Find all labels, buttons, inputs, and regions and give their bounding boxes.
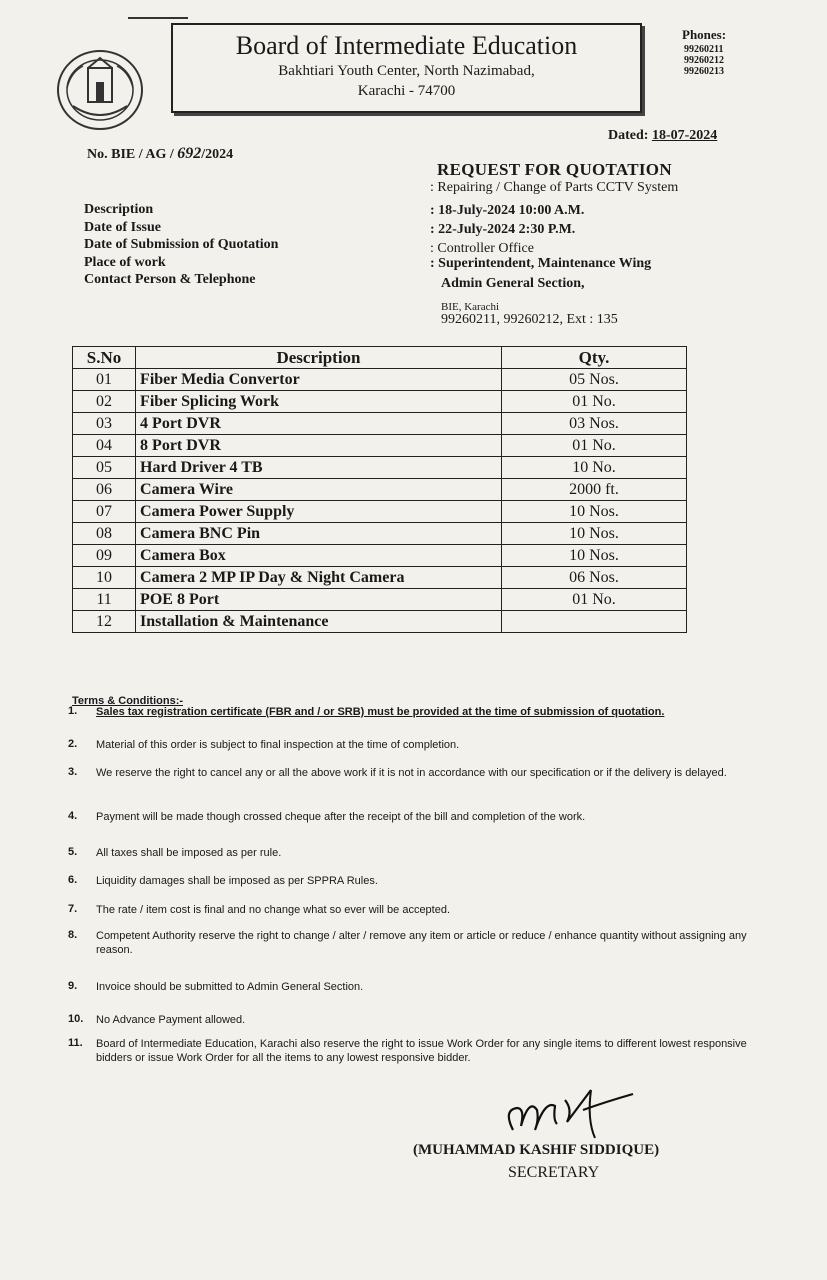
signatory-title: SECRETARY	[508, 1164, 600, 1181]
term-text: The rate / item cost is final and no change what so ever will be accepted.	[96, 904, 451, 916]
table-row	[73, 391, 687, 413]
cell-sno: 05	[73, 457, 136, 479]
table-row	[73, 567, 687, 589]
rfq-title: REQUEST FOR QUOTATION	[437, 160, 672, 179]
label-date-of-issue: Date of Issue	[84, 219, 161, 235]
letterhead-address-line2: Karachi - 74700	[357, 83, 456, 99]
cell-sno: 07	[73, 501, 136, 523]
term-number: 6.	[68, 874, 78, 886]
table-row	[73, 589, 687, 611]
dated-value: 18-07-2024	[651, 128, 718, 143]
header-sno: S.No	[73, 347, 136, 369]
term-number: 5.	[68, 846, 78, 858]
term-text: Competent Authority reserve the right to change / alter / remove any item or article or reduce / enhance quantity without assigning any reason.	[96, 930, 747, 956]
cell-qty: 03 Nos.	[501, 413, 686, 435]
phones-list	[684, 44, 724, 77]
cell-sno: 11	[73, 589, 136, 611]
term-text: Liquidity damages shall be imposed as per SPPRA Rules.	[96, 875, 378, 887]
reference-year: /2024	[201, 147, 234, 162]
cell-qty: 10 Nos.	[501, 545, 686, 567]
cell-description: Camera 2 MP IP Day & Night Camera	[136, 567, 502, 589]
cell-qty: 10 Nos.	[501, 523, 686, 545]
term-item	[68, 705, 758, 719]
table-row	[73, 611, 687, 633]
label-place-of-work: Place of work	[84, 254, 166, 270]
term-item	[68, 738, 758, 752]
cell-sno: 04	[73, 435, 136, 457]
cell-description: Camera Box	[136, 545, 502, 567]
term-number: 3.	[68, 766, 78, 778]
label-contact-person: Contact Person & Telephone	[84, 272, 256, 287]
cell-sno: 03	[73, 413, 136, 435]
rfq-labels	[84, 201, 278, 289]
cell-sno: 08	[73, 523, 136, 545]
label-date-of-submission: Date of Submission of Quotation	[84, 237, 279, 252]
cell-qty: 01 No.	[501, 589, 686, 611]
cell-description: Fiber Splicing Work	[136, 391, 502, 413]
cell-qty: 01 No.	[501, 391, 686, 413]
terms-heading: Terms & Conditions:-	[72, 695, 184, 707]
cell-qty	[501, 611, 686, 633]
value-date-of-submission: : 22-July-2024 2:30 P.M.	[430, 222, 576, 237]
cell-qty: 2000 ft.	[501, 479, 686, 501]
term-text: Sales tax registration certificate (FBR and / or SRB) must be provided at the time of submission of quotation.	[96, 706, 665, 718]
value-place-of-work: : Controller Office	[430, 241, 534, 256]
label-description: Description	[84, 202, 154, 217]
cell-qty: 05 Nos.	[501, 369, 686, 391]
term-number: 1.	[68, 705, 78, 717]
cell-sno: 12	[73, 611, 136, 633]
term-number: 11.	[68, 1037, 83, 1049]
table-row	[73, 435, 687, 457]
cell-sno: 01	[73, 369, 136, 391]
table-row	[73, 479, 687, 501]
term-number: 2.	[68, 738, 78, 750]
term-item	[68, 874, 758, 888]
term-text: Board of Intermediate Education, Karachi also reserve the right to issue Work Order for any single items to different lowest responsive bidders or issue Work Order for all the items to any lowest responsive bidder.	[96, 1038, 747, 1064]
cell-description: 4 Port DVR	[136, 413, 502, 435]
letterhead-address-line1: Bakhtiari Youth Center, North Nazimabad,	[278, 63, 535, 79]
header-qty: Qty.	[501, 347, 686, 369]
value-description: : Repairing / Change of Parts CCTV System	[430, 180, 679, 195]
phone-number: 99260212	[684, 55, 724, 66]
cell-description: Hard Driver 4 TB	[136, 457, 502, 479]
cell-description: Installation & Maintenance	[136, 611, 502, 633]
cell-description: Fiber Media Convertor	[136, 369, 502, 391]
table-row	[73, 369, 687, 391]
table-row	[73, 413, 687, 435]
board-seal-logo	[55, 48, 145, 134]
signatory-name: (MUHAMMAD KASHIF SIDDIQUE)	[413, 1142, 660, 1158]
reference-number	[87, 145, 233, 163]
cell-qty: 01 No.	[501, 435, 686, 457]
cell-sno: 10	[73, 567, 136, 589]
cell-sno: 02	[73, 391, 136, 413]
term-item	[68, 1037, 758, 1065]
reference-handwritten-number: 692	[177, 145, 202, 162]
term-number: 7.	[68, 903, 78, 915]
cell-qty: 10 Nos.	[501, 501, 686, 523]
dated	[608, 128, 717, 144]
header-description: Description	[136, 347, 502, 369]
table-header-row	[73, 347, 687, 369]
letterhead-title: Board of Intermediate Education	[235, 31, 578, 60]
term-item	[68, 810, 758, 824]
term-number: 10.	[68, 1013, 84, 1025]
cell-sno: 06	[73, 479, 136, 501]
phones-label: Phones:	[682, 27, 727, 42]
term-text: We reserve the right to cancel any or all the above work if it is not in accordance with our specification or if the delivery is delayed.	[96, 767, 727, 779]
term-text: Invoice should be submitted to Admin General Section.	[96, 981, 364, 993]
term-item	[68, 929, 758, 957]
term-item	[68, 903, 758, 917]
top-rule	[128, 17, 188, 19]
term-text: All taxes shall be imposed as per rule.	[96, 847, 282, 859]
term-text: No Advance Payment allowed.	[96, 1014, 246, 1026]
items-table	[72, 346, 687, 633]
table-row	[73, 457, 687, 479]
letterhead-box	[171, 23, 642, 113]
cell-description: Camera Power Supply	[136, 501, 502, 523]
term-item	[68, 1013, 758, 1027]
dated-label: Dated:	[608, 128, 652, 143]
handwritten-signature	[495, 1080, 655, 1145]
term-text: Payment will be made though crossed cheque after the receipt of the bill and completion of the work.	[96, 811, 586, 823]
term-text: Material of this order is subject to final inspection at the time of completion.	[96, 739, 460, 751]
value-contact-person: : Superintendent, Maintenance Wing	[430, 256, 652, 271]
phone-number: 99260213	[684, 66, 724, 77]
value-contact-org: BIE, Karachi	[441, 301, 500, 313]
cell-qty: 10 No.	[501, 457, 686, 479]
cell-sno: 09	[73, 545, 136, 567]
table-row	[73, 501, 687, 523]
value-contact-section: Admin General Section,	[441, 276, 585, 291]
cell-qty: 06 Nos.	[501, 567, 686, 589]
term-item	[68, 766, 758, 780]
table-row	[73, 545, 687, 567]
cell-description: Camera BNC Pin	[136, 523, 502, 545]
value-contact-telephone: 99260211, 99260212, Ext : 135	[441, 312, 618, 327]
term-item	[68, 846, 758, 860]
term-number: 9.	[68, 980, 78, 992]
phone-number: 99260211	[684, 44, 724, 55]
term-number: 8.	[68, 929, 78, 941]
term-number: 4.	[68, 810, 78, 822]
term-item	[68, 980, 758, 994]
reference-prefix: No. BIE / AG /	[87, 147, 178, 162]
table-row	[73, 523, 687, 545]
value-date-of-issue: : 18-July-2024 10:00 A.M.	[430, 203, 585, 218]
cell-description: POE 8 Port	[136, 589, 502, 611]
cell-description: Camera Wire	[136, 479, 502, 501]
cell-description: 8 Port DVR	[136, 435, 502, 457]
